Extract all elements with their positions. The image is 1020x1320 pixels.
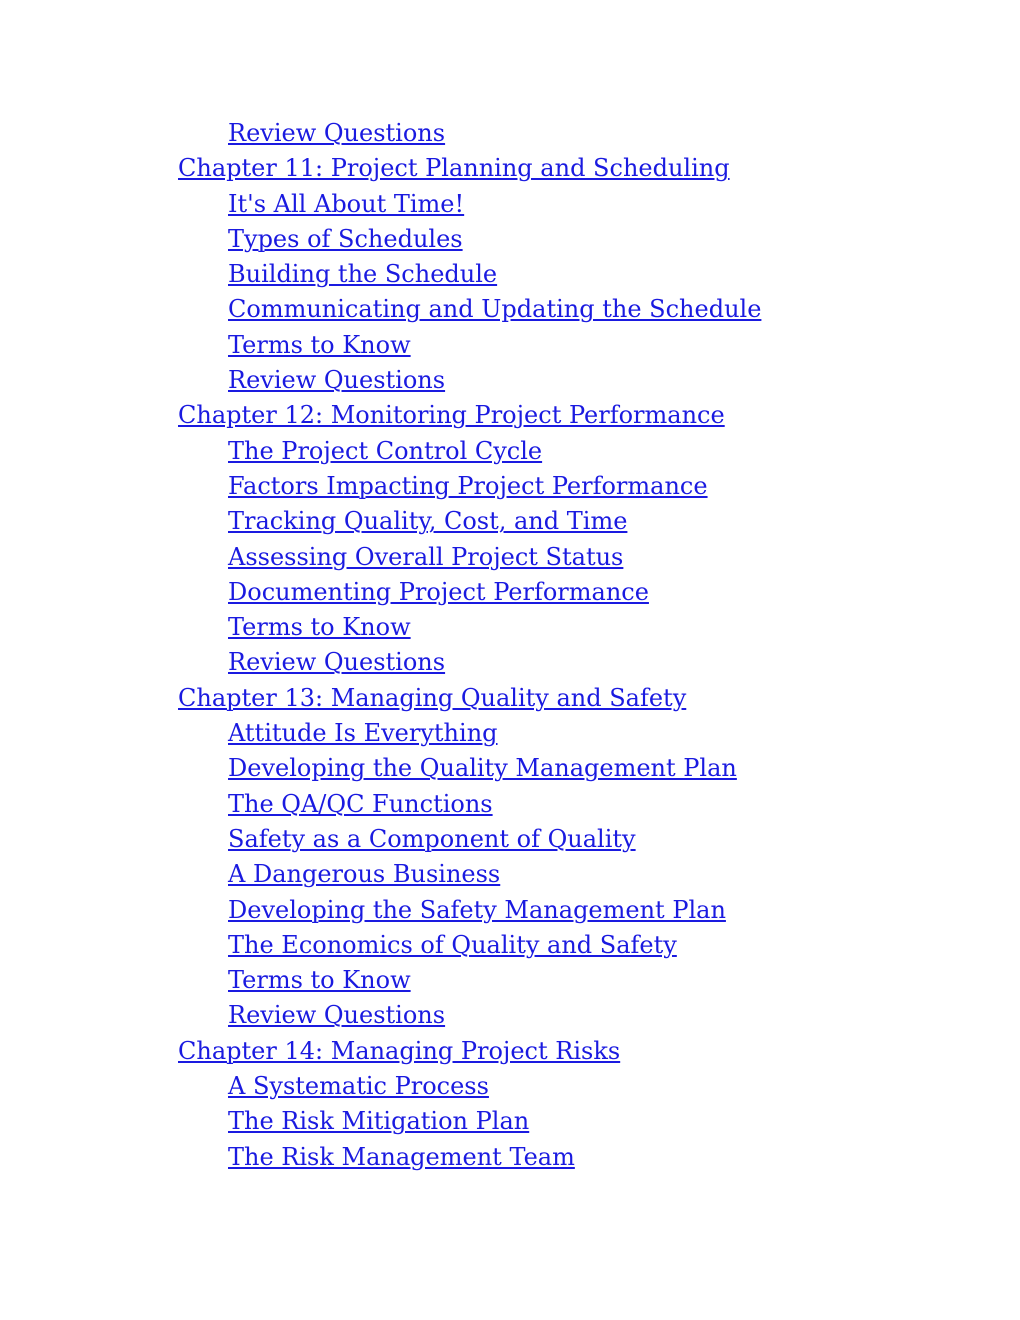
toc-section-item [178, 716, 761, 751]
toc-section-item [178, 363, 761, 398]
toc-chapter-link[interactable]: Chapter 14: Managing Project Risks [178, 1036, 621, 1065]
toc-section-item [178, 540, 761, 575]
toc-section-item [178, 257, 761, 292]
toc-chapter-link[interactable]: Chapter 12: Monitoring Project Performance [178, 401, 725, 430]
toc-section-item [178, 893, 761, 928]
toc-section-link[interactable]: Communicating and Updating the Schedule [228, 295, 762, 324]
table-of-contents [178, 116, 761, 1175]
toc-section-link[interactable]: The Risk Management Team [228, 1142, 575, 1171]
toc-section-item [178, 469, 761, 504]
toc-chapter-item [178, 398, 761, 433]
toc-section-link[interactable]: Documenting Project Performance [228, 577, 649, 606]
toc-chapter-item [178, 151, 761, 186]
toc-section-link[interactable]: Review Questions [228, 119, 446, 147]
toc-section-link[interactable]: Terms to Know [228, 330, 411, 359]
toc-section-link[interactable]: Factors Impacting Project Performance [228, 471, 708, 500]
toc-section-link[interactable]: Terms to Know [228, 613, 411, 642]
toc-section-link[interactable]: The Economics of Quality and Safety [228, 930, 677, 959]
toc-section-item [178, 787, 761, 822]
toc-section-link[interactable]: Review Questions [228, 648, 446, 677]
toc-section-item [178, 645, 761, 680]
toc-section-item [178, 928, 761, 963]
toc-section-item [178, 187, 761, 222]
toc-section-link[interactable]: Review Questions [228, 1001, 446, 1030]
toc-section-item [178, 222, 761, 257]
toc-section-item [178, 504, 761, 539]
toc-section-item [178, 610, 761, 645]
toc-section-item [178, 751, 761, 786]
toc-section-item [178, 822, 761, 857]
toc-section-item [178, 328, 761, 363]
toc-chapter-item [178, 681, 761, 716]
toc-section-item [178, 575, 761, 610]
toc-section-link[interactable]: The QA/QC Functions [228, 789, 493, 818]
toc-chapter-link[interactable]: Chapter 13: Managing Quality and Safety [178, 683, 687, 712]
toc-section-link[interactable]: Tracking Quality, Cost, and Time [228, 507, 628, 536]
toc-section-link[interactable]: Building the Schedule [228, 260, 498, 289]
toc-section-item [178, 998, 761, 1033]
toc-section-item [178, 292, 761, 327]
toc-section-item [178, 963, 761, 998]
toc-section-link[interactable]: A Systematic Process [228, 1072, 489, 1101]
toc-chapter-link[interactable]: Chapter 11: Project Planning and Scheduling [178, 154, 730, 183]
toc-section-link[interactable]: Review Questions [228, 366, 446, 395]
toc-section-link[interactable]: Terms to Know [228, 966, 411, 995]
toc-section-link[interactable]: Developing the Safety Management Plan [228, 895, 726, 924]
toc-section-link[interactable]: The Project Control Cycle [228, 436, 543, 465]
toc-section-link[interactable]: Assessing Overall Project Status [228, 542, 624, 571]
toc-chapter-item [178, 1034, 761, 1069]
toc-section-link[interactable]: The Risk Mitigation Plan [228, 1107, 530, 1136]
toc-section-link[interactable]: Developing the Quality Management Plan [228, 754, 737, 783]
toc-section-item [178, 857, 761, 892]
toc-section-link[interactable]: Attitude Is Everything [228, 719, 498, 748]
toc-section-link[interactable]: Types of Schedules [228, 224, 463, 253]
toc-section-item [178, 1104, 761, 1139]
toc-section-link[interactable]: Safety as a Component of Quality [228, 824, 636, 853]
toc-section-item [178, 1140, 761, 1175]
toc-section-item [178, 1069, 761, 1104]
toc-section-item [178, 116, 761, 151]
toc-section-link[interactable]: It's All About Time! [228, 189, 465, 218]
toc-section-item [178, 434, 761, 469]
toc-section-link[interactable]: A Dangerous Business [228, 860, 501, 889]
